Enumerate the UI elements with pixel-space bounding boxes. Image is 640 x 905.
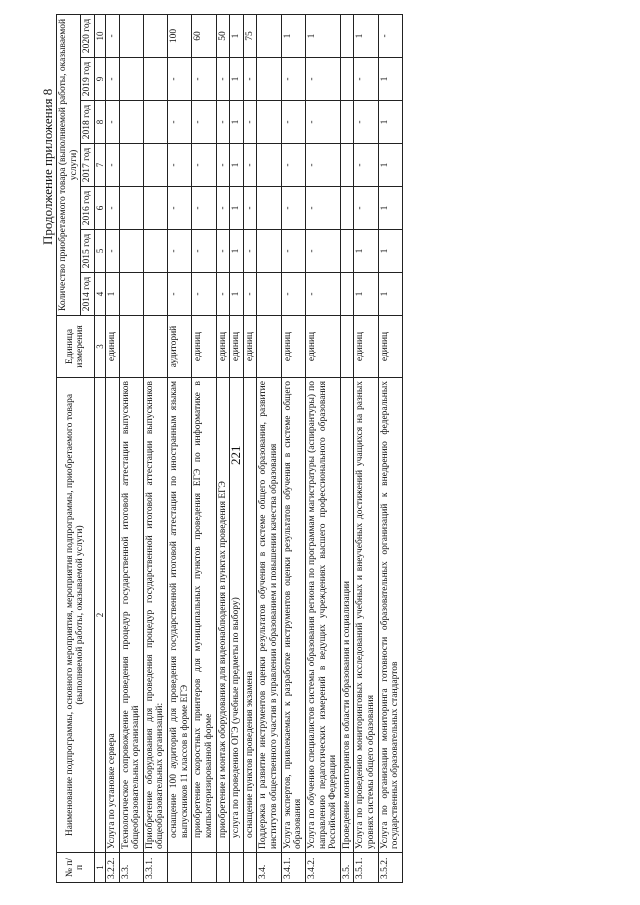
- header-index: [94, 14, 105, 882]
- row-value: -: [305, 58, 340, 101]
- header-year: 2015 год: [81, 230, 95, 273]
- row-value: -: [305, 230, 340, 273]
- table-row: [257, 14, 281, 882]
- row-value: -: [192, 187, 216, 230]
- row-value: 1: [230, 14, 244, 57]
- row-value: 1: [281, 14, 305, 57]
- header-year: 2014 год: [81, 273, 95, 316]
- row-value: -: [354, 101, 378, 144]
- row-value: [257, 58, 281, 101]
- row-value: 1: [230, 58, 244, 101]
- header-index-cell: 3: [94, 316, 105, 378]
- row-value: -: [168, 58, 192, 101]
- row-value: [119, 187, 143, 230]
- row-value: -: [281, 58, 305, 101]
- row-name: Технологическое сопровождение проведения процедур государственной итоговой аттестации выпускников общеобразовательных организаций: [119, 378, 143, 853]
- row-number: 3.3.: [119, 853, 143, 883]
- header-name: Наименование подпрограммы, основного мероприятия, мероприятия подпрограммы, приобретаемого товара (выполняемой работы, оказываемой услуги): [57, 378, 95, 853]
- header-year: 2020 год: [81, 14, 95, 57]
- table-row: [243, 14, 257, 882]
- row-value: -: [354, 187, 378, 230]
- row-value: -: [281, 230, 305, 273]
- header-quantity: Количество приобретаемого товара (выполняемой работы, оказываемой услуги): [57, 14, 81, 315]
- row-value: -: [168, 101, 192, 144]
- row-value: -: [168, 273, 192, 316]
- row-name: услуга по проведению ОГЭ (учебные предметы по выбору): [230, 378, 244, 853]
- row-value: [143, 187, 167, 230]
- row-value: 1: [230, 273, 244, 316]
- row-value: 1: [378, 58, 402, 101]
- row-value: -: [305, 101, 340, 144]
- header-index-cell: 6: [94, 187, 105, 230]
- row-value: -: [105, 144, 119, 187]
- row-unit: единиц: [354, 316, 378, 378]
- header-year: 2018 год: [81, 101, 95, 144]
- row-value: -: [105, 230, 119, 273]
- row-number: 3.3.1.: [143, 853, 167, 883]
- table-row: [354, 14, 378, 882]
- row-value: [143, 101, 167, 144]
- row-unit: единиц: [230, 316, 244, 378]
- row-value: [340, 14, 354, 57]
- table-row: [230, 14, 244, 882]
- row-number: [168, 853, 192, 883]
- row-value: [257, 230, 281, 273]
- row-value: 1: [230, 187, 244, 230]
- table-row: [119, 14, 143, 882]
- appendix-continuation: Продолжение приложения 8: [40, 88, 55, 245]
- table-row: [168, 14, 192, 882]
- row-unit: единиц: [281, 316, 305, 378]
- row-value: [340, 58, 354, 101]
- header-year: 2019 год: [81, 58, 95, 101]
- row-value: 50: [216, 14, 230, 57]
- row-value: [119, 58, 143, 101]
- row-value: [257, 14, 281, 57]
- header-index-cell: 8: [94, 101, 105, 144]
- table-row: [105, 14, 119, 882]
- row-value: [119, 230, 143, 273]
- row-value: -: [192, 101, 216, 144]
- row-value: 1: [354, 273, 378, 316]
- row-value: -: [216, 58, 230, 101]
- header-index-cell: 7: [94, 144, 105, 187]
- row-value: -: [168, 230, 192, 273]
- row-value: 75: [243, 14, 257, 57]
- row-name: оснащение 100 аудиторий для проведения государственной итоговой аттестации по иностранным языкам выпускников 11 классов в форме ЕГЭ: [168, 378, 192, 853]
- row-value: [257, 144, 281, 187]
- row-value: -: [216, 230, 230, 273]
- row-value: -: [216, 101, 230, 144]
- row-value: 1: [378, 101, 402, 144]
- row-name: Услуга по проведению мониторинговых исследований учебных и внеучебных достижений учащихся на разных уровнях системы общего образования: [354, 378, 378, 853]
- row-value: -: [243, 101, 257, 144]
- row-number: [230, 853, 244, 883]
- header-index-cell: 5: [94, 230, 105, 273]
- row-number: 3.5.2.: [378, 853, 402, 883]
- row-value: 1: [354, 230, 378, 273]
- row-value: 1: [354, 14, 378, 57]
- row-name: Услуга экспертов, привлекаемых к разработке инструментов оценки результатов обучения в системе общего образования: [281, 378, 305, 853]
- row-value: [143, 14, 167, 57]
- row-value: -: [281, 101, 305, 144]
- row-value: 1: [230, 144, 244, 187]
- row-value: -: [305, 273, 340, 316]
- row-value: [143, 230, 167, 273]
- row-value: [257, 101, 281, 144]
- table-row: [281, 14, 305, 882]
- row-name: приобретение и монтаж оборудования для видеонаблюдения в пунктах проведения ЕГЭ: [216, 378, 230, 853]
- row-value: -: [192, 58, 216, 101]
- row-unit: аудиторий: [168, 316, 192, 378]
- page-number: 221: [228, 445, 243, 465]
- row-unit: [340, 316, 354, 378]
- row-value: -: [168, 144, 192, 187]
- row-value: -: [243, 230, 257, 273]
- row-unit: [119, 316, 143, 378]
- row-value: -: [281, 144, 305, 187]
- row-value: 1: [378, 187, 402, 230]
- row-value: [340, 144, 354, 187]
- row-name: Поддержка и развитие инструментов оценки результатов обучения в системе общего образования, развитие институтов общественного участия в управлении образованием и повышении качества образования: [257, 378, 281, 853]
- row-value: [119, 14, 143, 57]
- row-value: -: [305, 144, 340, 187]
- header-unit: Единица измерения: [57, 316, 95, 378]
- row-value: -: [243, 273, 257, 316]
- table-row: [305, 14, 340, 882]
- row-value: -: [378, 14, 402, 57]
- row-value: [340, 187, 354, 230]
- header-index-cell: 9: [94, 58, 105, 101]
- row-name: приобретение скоростных принтеров для муниципальных пунктов проведения ЕГЭ по информатике в компьютеризированной форме: [192, 378, 216, 853]
- row-value: [257, 273, 281, 316]
- row-number: 3.4.1.: [281, 853, 305, 883]
- row-unit: единиц: [105, 316, 119, 378]
- table-row: [216, 14, 230, 882]
- row-value: -: [281, 187, 305, 230]
- row-name: Приобретение оборудования для проведения процедур государственной итоговой аттестации выпускников общеобразовательных организаций:: [143, 378, 167, 853]
- row-value: -: [354, 58, 378, 101]
- row-unit: [257, 316, 281, 378]
- row-value: [340, 230, 354, 273]
- row-name: оснащение пунктов проведения экзамена: [243, 378, 257, 853]
- table-row: [378, 14, 402, 882]
- row-unit: единиц: [192, 316, 216, 378]
- row-value: -: [243, 187, 257, 230]
- row-name: Услуга по установке сервера: [105, 378, 119, 853]
- table-row: [192, 14, 216, 882]
- row-number: [192, 853, 216, 883]
- row-value: -: [192, 273, 216, 316]
- row-unit: единиц: [305, 316, 340, 378]
- row-value: 1: [378, 273, 402, 316]
- row-number: 3.5.: [340, 853, 354, 883]
- row-unit: [143, 316, 167, 378]
- row-name: Услуга по организации мониторинга готовности образовательных организаций к внедрению федеральных государственных образовательных стандартов: [378, 378, 402, 853]
- row-value: 1: [230, 230, 244, 273]
- row-value: -: [216, 187, 230, 230]
- header-number: № п/п: [57, 853, 95, 883]
- row-value: [119, 144, 143, 187]
- row-value: 1: [230, 101, 244, 144]
- row-value: 100: [168, 14, 192, 57]
- row-value: -: [243, 58, 257, 101]
- row-value: [119, 273, 143, 316]
- row-value: -: [192, 230, 216, 273]
- row-value: -: [105, 14, 119, 57]
- row-value: 1: [105, 273, 119, 316]
- row-value: [143, 273, 167, 316]
- row-number: 3.4.: [257, 853, 281, 883]
- purchase-table: [56, 14, 403, 883]
- row-number: 3.4.2.: [305, 853, 340, 883]
- row-value: [143, 58, 167, 101]
- row-unit: единиц: [243, 316, 257, 378]
- row-value: [119, 101, 143, 144]
- row-name: Проведение мониторингов в области образования и социализации: [340, 378, 354, 853]
- header-year: 2016 год: [81, 187, 95, 230]
- row-unit: единиц: [216, 316, 230, 378]
- row-value: 1: [378, 230, 402, 273]
- header-index-cell: 1: [94, 853, 105, 883]
- header-index-cell: 4: [94, 273, 105, 316]
- row-value: -: [105, 187, 119, 230]
- row-unit: единиц: [378, 316, 402, 378]
- row-value: -: [281, 273, 305, 316]
- row-value: 1: [305, 14, 340, 57]
- row-value: [340, 273, 354, 316]
- row-value: -: [243, 144, 257, 187]
- header-year: 2017 год: [81, 144, 95, 187]
- row-number: [243, 853, 257, 883]
- row-value: -: [354, 144, 378, 187]
- row-number: 3.5.1.: [354, 853, 378, 883]
- row-number: [216, 853, 230, 883]
- row-value: -: [305, 187, 340, 230]
- row-value: -: [105, 58, 119, 101]
- header-index-cell: 2: [94, 378, 105, 853]
- row-value: -: [216, 144, 230, 187]
- row-value: -: [216, 273, 230, 316]
- row-value: [340, 101, 354, 144]
- row-value: 60: [192, 14, 216, 57]
- row-number: 3.2.2.: [105, 853, 119, 883]
- row-value: -: [168, 187, 192, 230]
- row-value: 1: [378, 144, 402, 187]
- row-value: -: [105, 101, 119, 144]
- row-value: [143, 144, 167, 187]
- row-value: [257, 187, 281, 230]
- table-row: [340, 14, 354, 882]
- row-name: Услуга по обучению специалистов системы образования региона по программам магистратуры (аспирантуры) по направлению педагогических измерений в ведущих учреждениях высшего профессионального образования Российской Федерации: [305, 378, 340, 853]
- row-value: -: [192, 144, 216, 187]
- table-row: [143, 14, 167, 882]
- table-body: [105, 14, 402, 882]
- header-index-cell: 10: [94, 14, 105, 57]
